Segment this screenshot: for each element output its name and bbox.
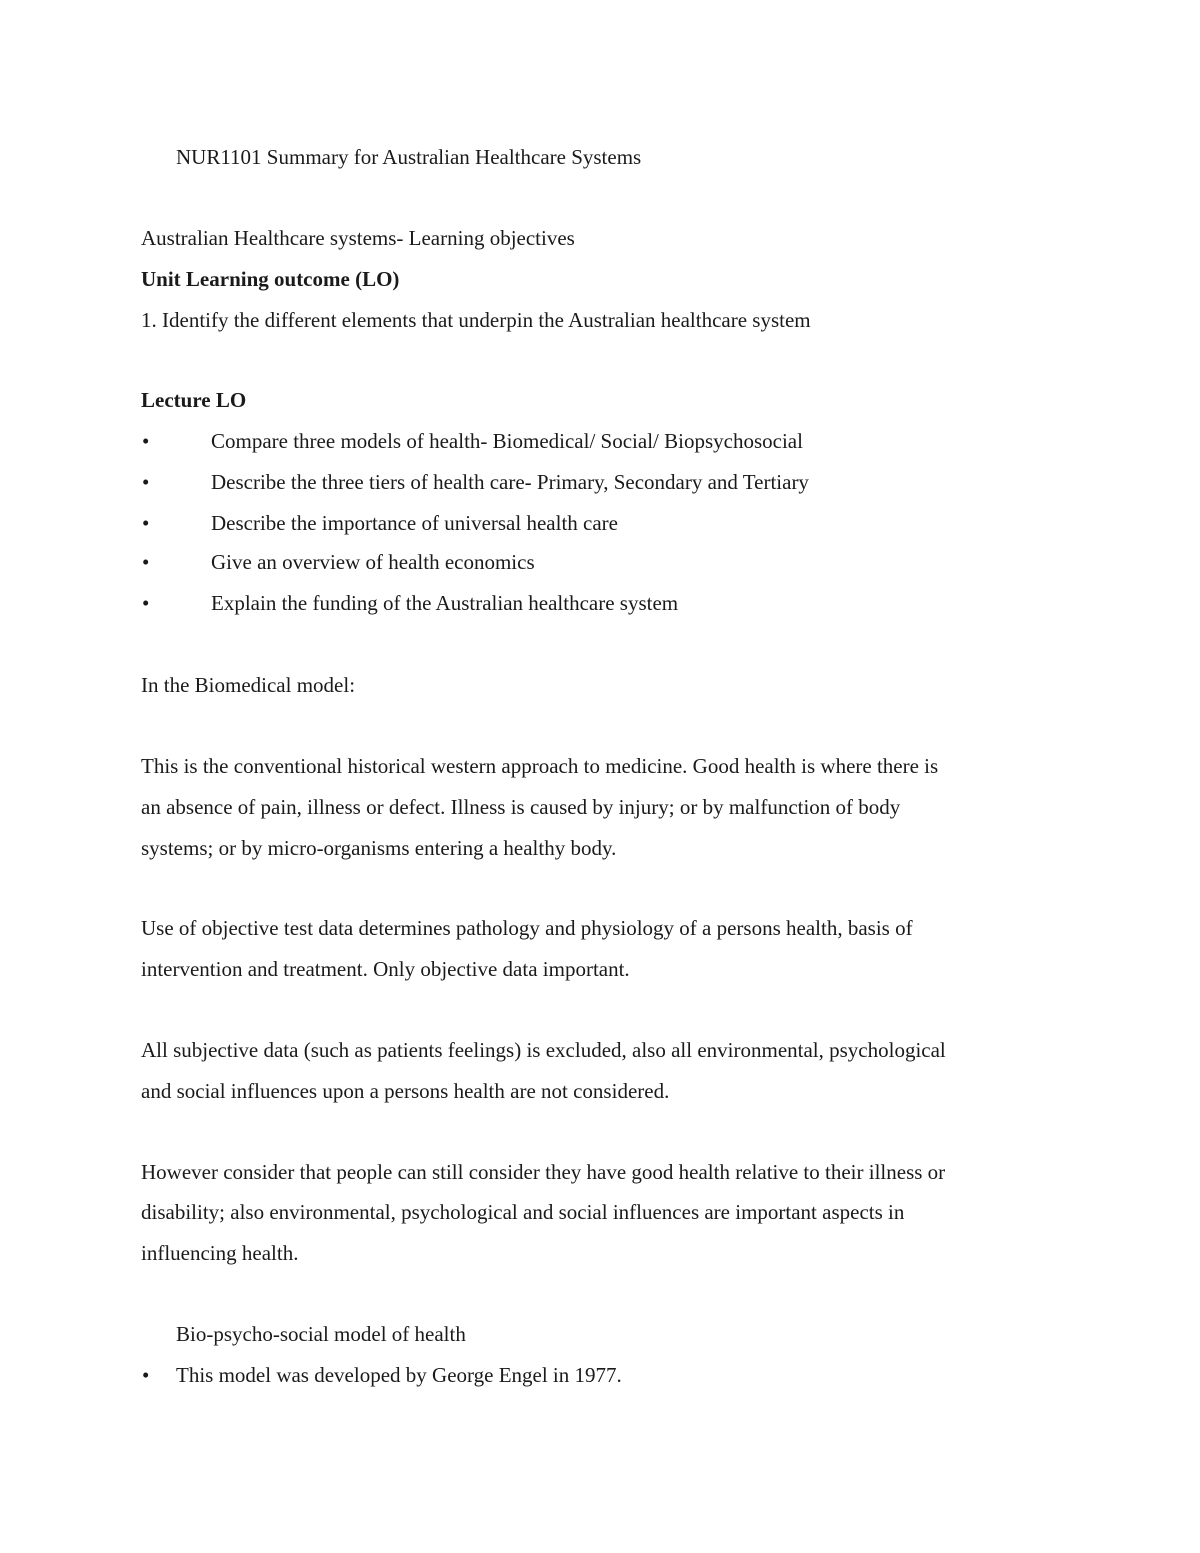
paragraph-line: and social influences upon a persons health are not considered.	[141, 1079, 670, 1103]
list-item: Describe the three tiers of health care- Primary, Secondary and Tertiary	[211, 470, 809, 494]
paragraph-line: systems; or by micro-organisms entering a healthy body.	[141, 836, 617, 860]
paragraph-line: disability; also environmental, psychological and social influences are important aspects in	[141, 1200, 905, 1224]
biomedical-heading: In the Biomedical model:	[141, 673, 356, 697]
lecture-lo-heading: Lecture LO	[141, 388, 247, 412]
paragraph-line: However consider that people can still consider they have good health relative to their illness or	[141, 1160, 946, 1184]
bps-heading: Bio-psycho-social model of health	[176, 1322, 466, 1346]
paragraph-line: This is the conventional historical western approach to medicine. Good health is where there is	[141, 754, 939, 778]
list-item: Explain the funding of the Australian healthcare system	[211, 591, 679, 615]
unit-lo-heading: Unit Learning outcome (LO)	[141, 267, 400, 291]
list-item: Compare three models of health- Biomedical/ Social/ Biopsychosocial	[211, 429, 803, 453]
unit-lo-item: 1. Identify the different elements that underpin the Australian healthcare system	[141, 308, 811, 332]
bullet-icon: •	[142, 511, 150, 535]
section-subtitle: Australian Healthcare systems- Learning objectives	[141, 226, 575, 250]
list-item: Give an overview of health economics	[211, 550, 535, 574]
document-title: NUR1101 Summary for Australian Healthcare Systems	[176, 145, 642, 169]
paragraph-line: influencing health.	[141, 1241, 299, 1265]
bullet-icon: •	[142, 1363, 150, 1387]
bullet-icon: •	[142, 470, 150, 494]
paragraph-line: intervention and treatment. Only objective data important.	[141, 957, 630, 981]
list-item: Describe the importance of universal health care	[211, 511, 618, 535]
list-item: This model was developed by George Engel in 1977.	[176, 1363, 622, 1387]
bullet-icon: •	[142, 429, 150, 453]
paragraph-line: an absence of pain, illness or defect. Illness is caused by injury; or by malfunction of body	[141, 795, 901, 819]
paragraph-line: Use of objective test data determines pathology and physiology of a persons health, basis of	[141, 916, 913, 940]
bullet-icon: •	[142, 550, 150, 574]
paragraph-line: All subjective data (such as patients feelings) is excluded, also all environmental, psychological	[141, 1038, 946, 1062]
bullet-icon: •	[142, 591, 150, 615]
